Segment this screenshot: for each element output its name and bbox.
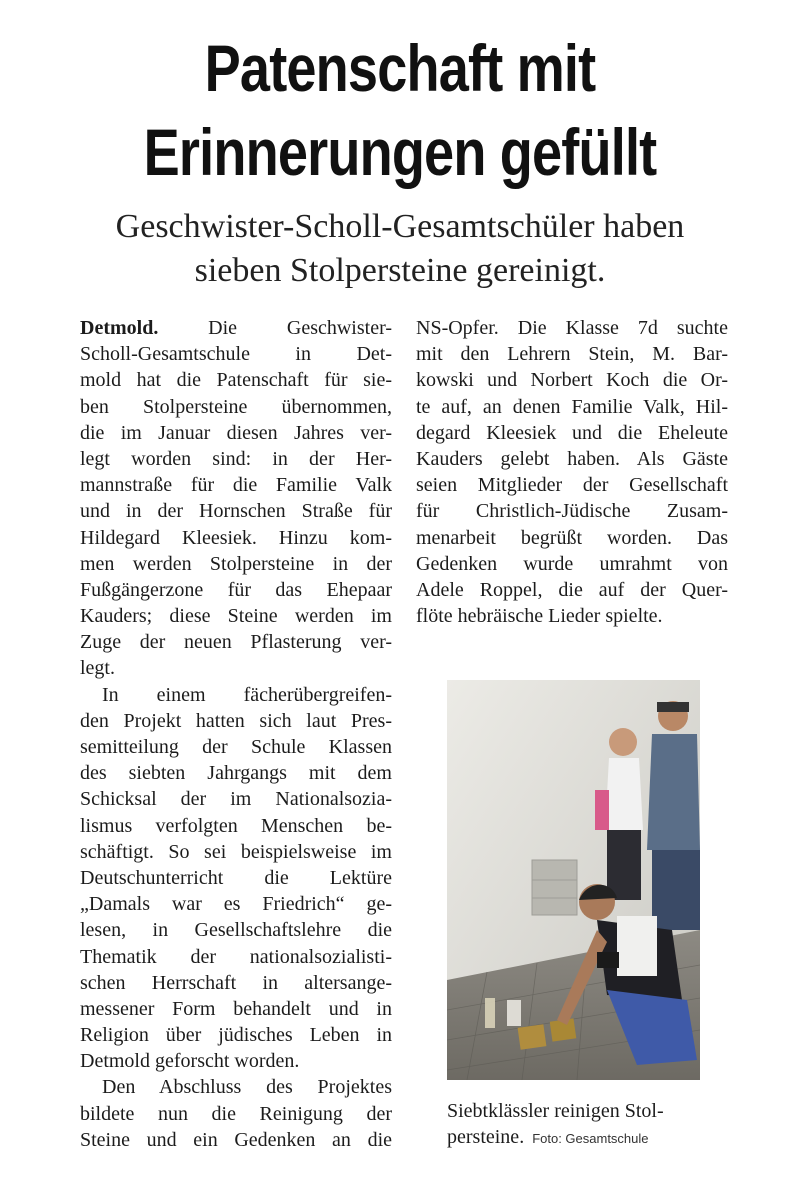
body-line: Schicksal der im Nationalsozia- [80, 788, 392, 811]
body-line [80, 315, 392, 341]
body-line: degard Kleesiek und die Eheleute [416, 421, 728, 444]
photo-credit: Foto: Gesamtschule [532, 1131, 649, 1146]
subheadline [0, 205, 800, 293]
body-line: den Projekt hatten sich laut Pres- [80, 709, 392, 732]
subheadline-line-2: sieben Stolpersteine gereinigt. [194, 252, 606, 289]
body-line: Kauders gelebt haben. Als Gäste [416, 447, 728, 470]
body-line: Zuge der neuen Pflasterung ver- [80, 631, 392, 654]
caption-line-1: Siebtklässler reinigen Stol- [447, 1100, 664, 1122]
body-line: Hildegard Kleesiek. Hinzu kom- [80, 526, 392, 549]
body-line: schen Herrschaft in altersange- [80, 971, 392, 994]
caption-line-2 [447, 1124, 707, 1152]
body-line: Fußgängerzone für das Ehepaar [80, 578, 392, 601]
body-line: messener Form behandelt und in [80, 997, 392, 1020]
body-line: für Christlich-Jüdische Zusam- [416, 500, 728, 523]
body-line: legt. [80, 657, 115, 680]
body-line: menarbeit begrüßt worden. Das [416, 526, 728, 549]
body-line: flöte hebräische Lieder spielte. [416, 605, 663, 628]
body-line: Religion über jüdisches Leben in [80, 1024, 392, 1047]
body-line: te auf, an denen Familie Valk, Hil- [416, 395, 728, 418]
body-line: des siebten Jahrgangs mit dem [80, 762, 392, 785]
body-line: Kauders; diese Steine werden im [80, 605, 392, 628]
body-line: kowski und Norbert Koch die Or- [416, 369, 728, 392]
students-cleaning-stolpersteine-illustration [447, 680, 700, 1080]
body-line: In einem fächerübergreifen- [102, 683, 392, 706]
body-line: seien Mitglieder der Gesellschaft [416, 474, 728, 497]
body-line: ben Stolpersteine übernommen, [80, 395, 392, 418]
body-line: Detmold geforscht worden. [80, 1050, 300, 1073]
body-line: Steine und ein Gedenken an die [80, 1128, 392, 1151]
caption-line-2-text: persteine. [447, 1126, 525, 1148]
headline-line-2: Erinnerungen gefüllt [143, 115, 657, 189]
article-column-right [416, 315, 728, 629]
body-line-text: Die Geschwister- [158, 317, 392, 339]
headline-line-1: Patenschaft mit [204, 31, 596, 105]
body-line: und in der Hornschen Straße für [80, 500, 392, 523]
subheadline-line-1: Geschwister-Scholl-Gesamtschüler haben [115, 208, 685, 245]
body-line: legt worden sind: in der Her- [80, 447, 392, 470]
body-line: men werden Stolpersteine in der [80, 552, 392, 575]
body-line: mit den Lehrern Stein, M. Bar- [416, 343, 728, 366]
article-column-left [80, 315, 392, 1153]
photo-caption [447, 1098, 707, 1152]
body-line: lismus verfolgten Menschen be- [80, 814, 392, 837]
body-line: „Damals war es Friedrich“ ge- [80, 893, 392, 916]
body-line: Scholl-Gesamtschule in Det- [80, 343, 392, 366]
body-line: Adele Roppel, die auf der Quer- [416, 578, 728, 601]
body-line: bildete nun die Reinigung der [80, 1102, 392, 1125]
body-line: semitteilung der Schule Klassen [80, 736, 392, 758]
body-line: NS-Opfer. Die Klasse 7d suchte [416, 317, 728, 339]
body-line: mannstraße für die Familie Valk [80, 474, 392, 497]
body-line: Den Abschluss des Projektes [102, 1076, 392, 1099]
body-line: Thematik der nationalsozialisti- [80, 945, 392, 968]
article-photo [447, 680, 700, 1080]
body-line: mold hat die Patenschaft für sie- [80, 369, 392, 392]
headline [72, 26, 728, 194]
body-line: schäftigt. So sei beispielsweise im [80, 840, 392, 863]
body-line: die im Januar diesen Jahres ver- [80, 421, 392, 444]
dateline: Detmold. [80, 317, 159, 339]
body-line: lesen, in Gesellschaftslehre die [80, 919, 392, 942]
body-line: Gedenken wurde umrahmt von [416, 552, 728, 575]
body-line: Deutschunterricht die Lektüre [80, 866, 392, 889]
